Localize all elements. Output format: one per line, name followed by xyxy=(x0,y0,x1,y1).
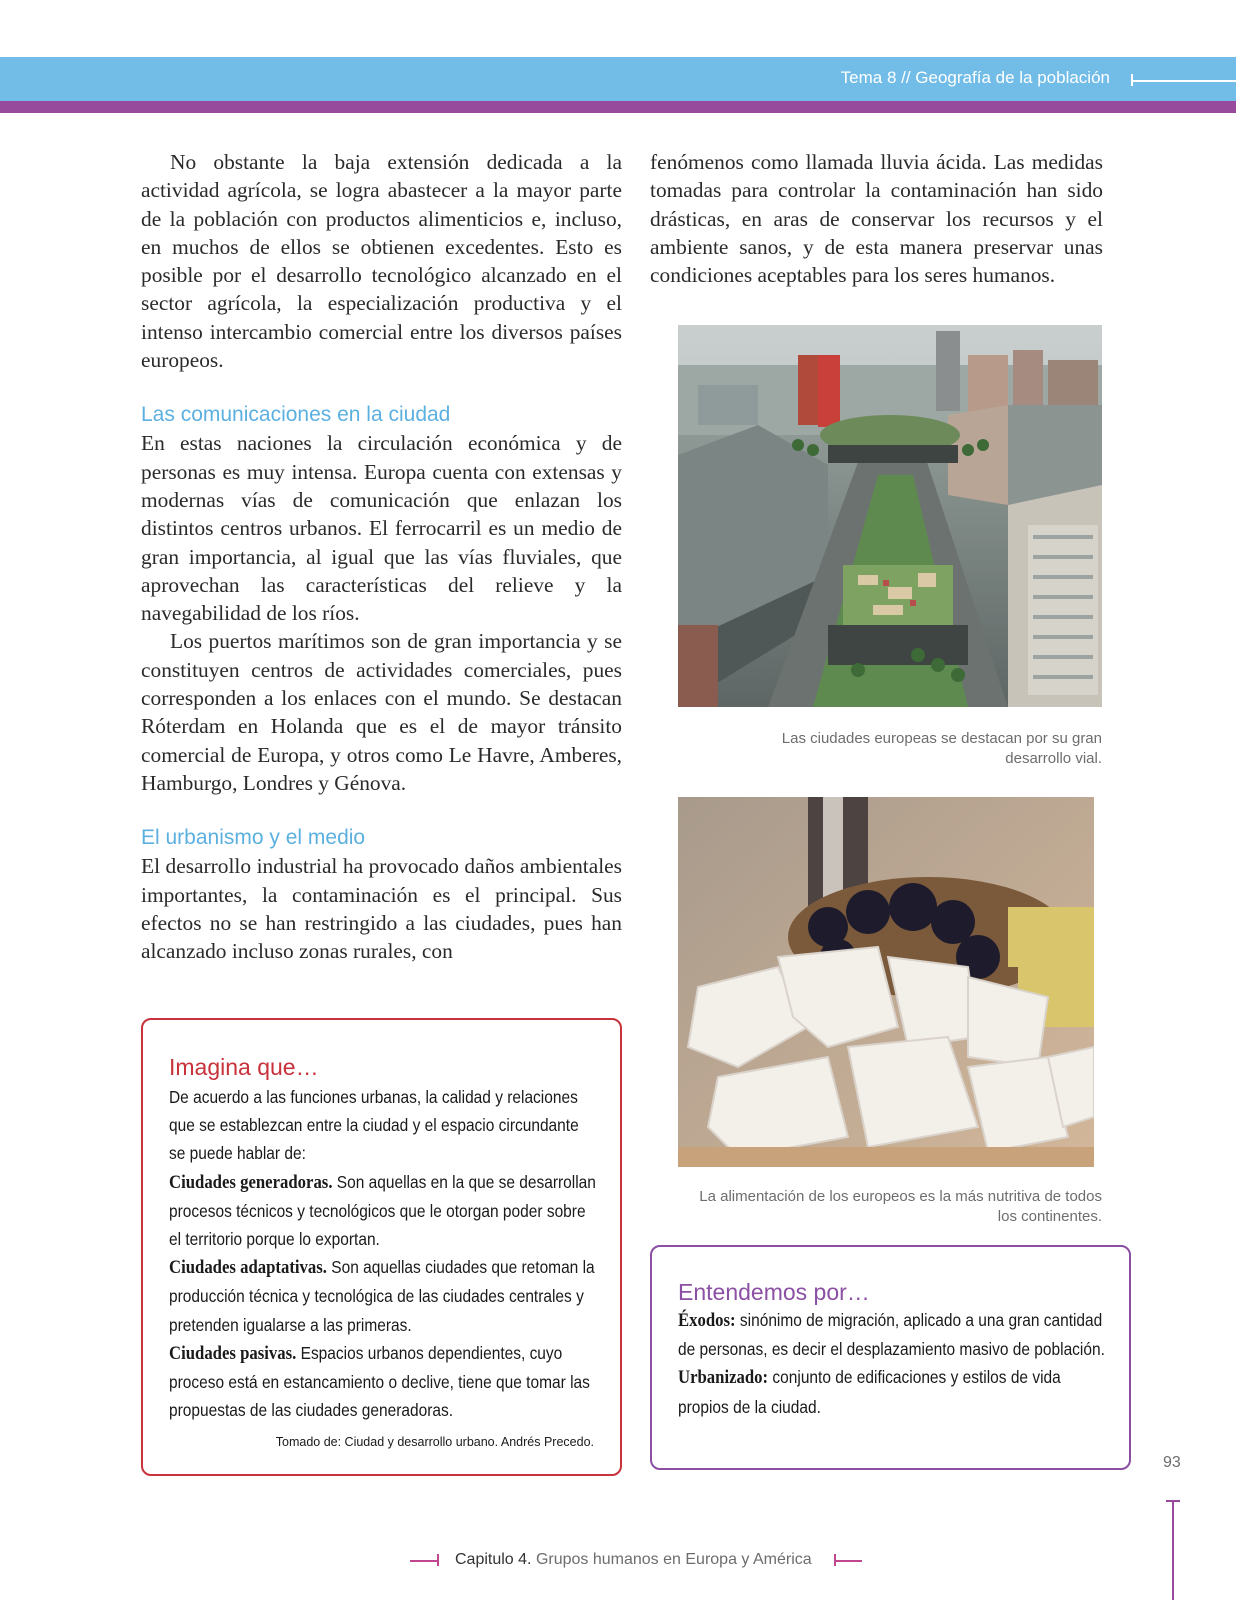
header-title: Tema 8 // Geografía de la población xyxy=(840,68,1110,87)
intro-paragraph: No obstante la baja extensión dedicada a la actividad agrícola, se logra abastecer a la mayor parte de la población con productos alimenticios e, incluso, en muchos de ellos se obtienen excedentes. Esto es posible por el desarrollo tecnológico alcanzado en el sector agrícola, la especialización productiva y el intenso intercambio comercial entre los diversos países europeos. xyxy=(141,150,622,373)
header-rule xyxy=(1131,80,1236,82)
term-generadoras: Ciudades generadoras. xyxy=(169,1171,333,1193)
footer-chapter-title: Grupos humanos en Europa y América xyxy=(531,1551,812,1568)
def-generadoras: Son aquellas en la que se desarrollan procesos técnicos y tecnológicos que le otorgan poder sobre el territorio porque lo exportan. xyxy=(169,1171,596,1250)
imagine-box-source: Tomado de: Ciudad y desarrollo urbano. Andrés Precedo. xyxy=(275,1435,594,1449)
term-exodos: Éxodos: xyxy=(678,1310,736,1331)
right-column xyxy=(650,148,1103,289)
term-urbanizado: Urbanizado: xyxy=(678,1367,769,1389)
left-column xyxy=(141,148,622,965)
footer-chapter-label: Capitulo 4. xyxy=(455,1551,532,1568)
cheese-olives-photo xyxy=(678,797,1094,1167)
definitions-box-body xyxy=(678,1306,1106,1421)
def-exodos: sinónimo de migración, aplicado a una gran cantidad de personas, es decir el desplazamiento masivo de población. xyxy=(678,1310,1105,1360)
page-rule xyxy=(1172,1500,1174,1600)
def-urbanizado: conjunto de edificaciones y estilos de vida propios de la ciudad. xyxy=(678,1367,1061,1417)
footer-rule-left xyxy=(410,1560,439,1562)
definitions-box-title: Entendemos por… xyxy=(678,1279,870,1305)
page-number: 93 xyxy=(1163,1454,1181,1471)
section-heading-urbanism: El urbanismo y el medio xyxy=(141,826,366,850)
imagine-box-title: Imagina que… xyxy=(169,1054,319,1080)
food-photo-caption: La alimentación de los europeos es la más nutritiva de todos los continentes. xyxy=(699,1188,1102,1225)
section-heading-communications: Las comunicaciones en la ciudad xyxy=(141,403,451,427)
communications-paragraph-2: Los puertos marítimos son de gran importancia y se constituyen centros de actividades comerciales, pues corresponden a los enlaces con el mundo. Se destacan Róterdam en Holanda que es el de mayor tránsito comercial de Europa, y otros como Le Havre, Amberes, Hamburgo, Londres y Génova. xyxy=(141,629,622,795)
definitions-box xyxy=(650,1245,1131,1470)
term-pasivas: Ciudades pasivas. xyxy=(169,1342,297,1364)
imagine-box-intro: De acuerdo a las funciones urbanas, la calidad y relaciones que se establezcan entre la ciudad y el espacio circundante se puede hablar de: xyxy=(169,1087,579,1164)
communications-paragraph-1: En estas naciones la circulación económica y de personas es muy intensa. Europa cuenta con extensas y modernas vías de comunicación que enlazan los distintos centros urbanos. El ferrocarril es un medio de gran importancia, al igual que las vías fluviales, que aprovechan las características del relieve y la navegabilidad de los ríos. xyxy=(141,431,622,626)
term-adaptativas: Ciudades adaptativas. xyxy=(169,1257,327,1279)
continuation-paragraph: fenómenos como llamada lluvia ácida. Las medidas tomadas para controlar la contaminación han sido drásticas, en aras de conservar los recursos y el ambiente sanos, y de esta manera preservar unas condiciones aceptables para los seres humanos. xyxy=(650,150,1103,288)
def-pasivas: Espacios urbanos dependientes, cuyo proceso está en estancamiento o declive, tiene que tomar las propuestas de las ciudades generadoras. xyxy=(169,1342,590,1421)
footer-rule-right xyxy=(834,1560,862,1562)
city-aerial-photo xyxy=(678,325,1102,707)
urbanism-paragraph: El desarrollo industrial ha provocado daños ambientales importantes, la contaminación es el principal. Sus efectos no se han restringido a las ciudades, pues han alcanzado incluso zonas rurales, con xyxy=(141,854,622,964)
city-photo-caption: Las ciudades europeas se destacan por su gran desarrollo vial. xyxy=(781,730,1102,767)
def-adaptativas: Son aquellas ciudades que retoman la producción técnica y tecnológica de las ciudades centrales y pretenden igualarse a las primeras. xyxy=(169,1257,595,1335)
header-stripe xyxy=(0,101,1236,113)
footer-chapter xyxy=(455,1551,812,1569)
imagine-box-body xyxy=(169,1083,597,1424)
imagine-box xyxy=(141,1018,622,1476)
